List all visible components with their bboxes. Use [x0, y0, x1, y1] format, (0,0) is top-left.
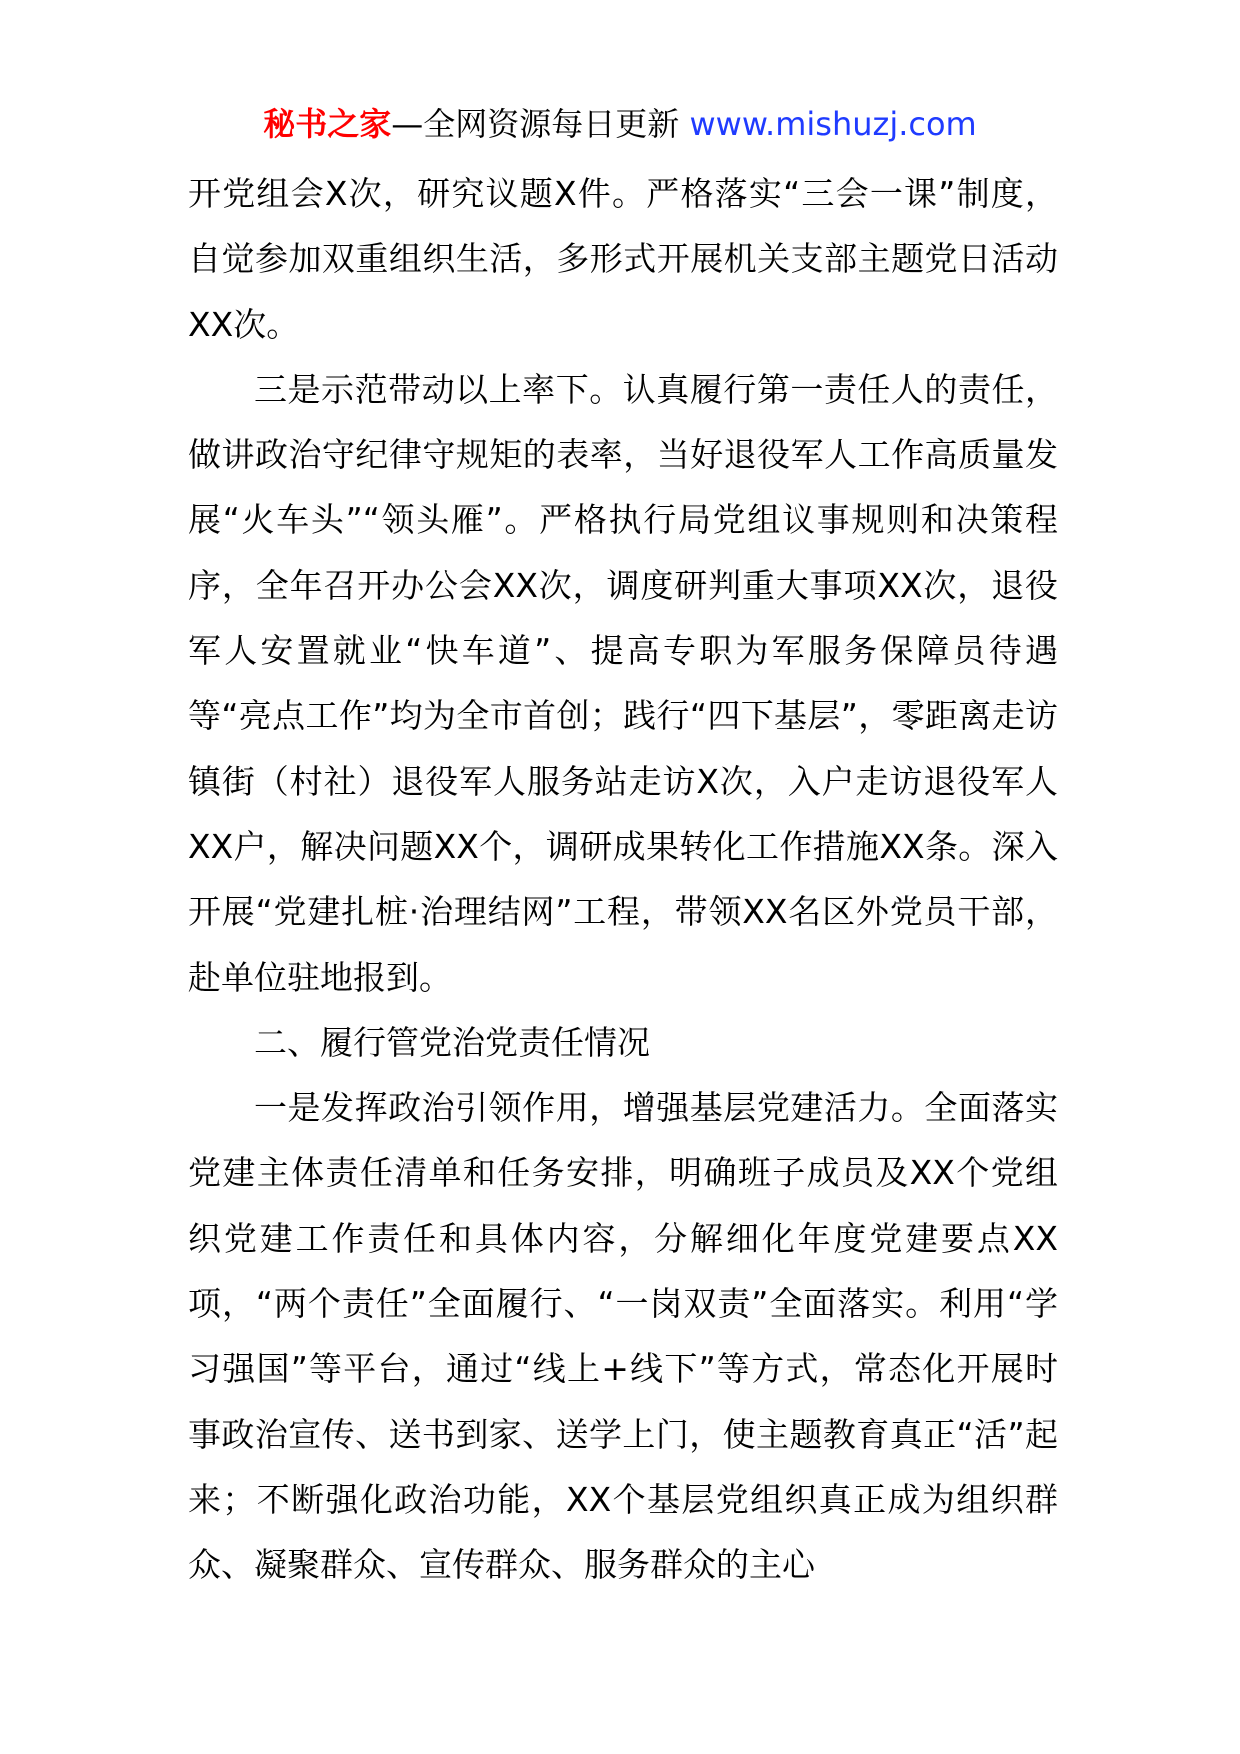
document-body: [188, 161, 1058, 1598]
header-url-link[interactable]: www.mishuzj.com: [689, 105, 977, 143]
paragraph: 三是示范带动以上率下。认真履行第一责任人的责任，做讲政治守纪律守规矩的表率，当好退役军人工作高质量发展“火车头”“领头雁”。严格执行局党组议事规则和决策程序，全年召开办公会XX次，调度研判重大事项XX次，退役军人安置就业“快车道”、提高专职为军服务保障员待遇等“亮点工作”均为全市首创；践行“四下基层”，零距离走访镇街（村社）退役军人服务站走访X次，入户走访退役军人XX户，解决问题XX个，调研成果转化工作措施XX条。深入开展“党建扎桩·治理结网”工程，带领XX名区外党员干部，赴单位驻地报到。: [188, 369, 1058, 997]
paragraph-continuation: 开党组会X次，研究议题X件。严格落实“三会一课”制度，自觉参加双重组织生活，多形式开展机关支部主题党日活动XX次。: [188, 174, 1058, 344]
paragraph: 一是发挥政治引领作用，增强基层党建活力。全面落实党建主体责任清单和任务安排，明确班子成员及XX个党组织党建工作责任和具体内容，分解细化年度党建要点XX项，“两个责任”全面履行、“一岗双责”全面落实。利用“学习强国”等平台，通过“线上+线下”等方式，常态化开展时事政治宣传、送书到家、送学上门，使主题教育真正“活”起来；不断强化政治功能，XX个基层党组织真正成为组织群众、凝聚群众、宣传群众、服务群众的主心: [188, 1088, 1058, 1585]
page-header: [0, 100, 1240, 148]
header-tagline: —全网资源每日更新: [391, 105, 690, 143]
section-heading: 二、履行管党治党责任情况: [254, 1022, 650, 1062]
header-brand: 秘书之家: [263, 105, 392, 143]
